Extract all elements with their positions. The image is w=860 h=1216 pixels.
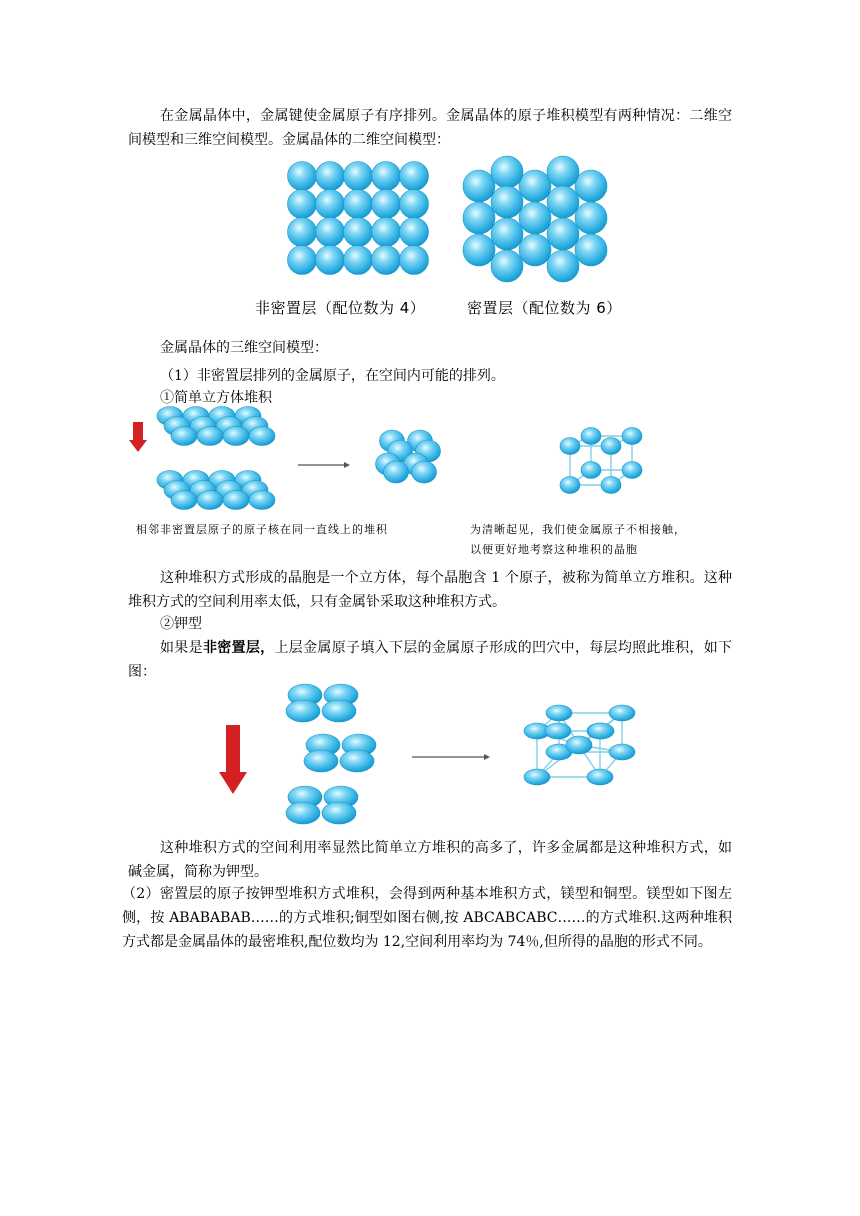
atom-sphere <box>546 705 572 721</box>
right-arrow-icon <box>412 754 490 760</box>
atom-sphere <box>249 427 275 446</box>
down-arrow-icon <box>219 725 247 794</box>
atom-sphere <box>344 190 373 219</box>
atom-sphere <box>384 461 409 483</box>
atom-sphere <box>324 684 358 706</box>
atom-sphere <box>286 700 320 722</box>
lattice-edge <box>570 436 591 446</box>
potassium-heading: ②钾型 <box>160 616 202 632</box>
atom-sphere <box>546 744 572 760</box>
atom-sphere <box>306 734 340 756</box>
down-arrow-icon <box>129 422 147 452</box>
atom-sphere <box>223 427 249 446</box>
atom-sphere <box>404 453 429 475</box>
atom-sphere <box>622 462 642 479</box>
atom-sphere <box>491 156 523 188</box>
atom-sphere <box>547 156 579 188</box>
atom-sphere <box>183 407 209 426</box>
atom-sphere <box>575 202 607 234</box>
intro-paragraph: 在金属晶体中，金属键使金属原子有序排列。金属晶体的原子堆积模型有两种情况：二维空间模型和三维空间模型。金属晶体的二维空间模型： <box>128 108 732 148</box>
atom-sphere <box>342 734 376 756</box>
body-diagonal <box>537 745 579 777</box>
atom-sphere <box>581 462 601 479</box>
atom-sphere <box>197 491 223 510</box>
atom-sphere <box>288 684 322 706</box>
atom-sphere <box>288 246 317 275</box>
atom-sphere <box>322 802 356 824</box>
atom-sphere <box>288 162 317 191</box>
body-diagonal <box>559 745 579 752</box>
caption-adjacent-layers: 相邻非密置层原子的原子核在同一直线上的堆积 <box>136 523 388 536</box>
atom-sphere <box>316 162 345 191</box>
simple-cubic-heading: ①简单立方体堆积 <box>160 390 272 406</box>
atom-sphere <box>575 170 607 202</box>
atom-sphere <box>288 190 317 219</box>
lattice-edge <box>570 470 591 485</box>
body-diagonal <box>537 731 579 745</box>
atom-sphere <box>344 162 373 191</box>
atom-sphere <box>524 723 550 739</box>
lattice-edge <box>600 713 622 731</box>
atom-sphere <box>560 438 580 455</box>
atom-sphere <box>519 170 551 202</box>
potassium-paragraph: 如果是非密置层，上层金属原子填入下层的金属原子形成的凹穴中，每层均照此堆积，如下图： <box>128 640 733 680</box>
body-diagonal <box>579 745 622 752</box>
lattice-edge <box>537 713 559 731</box>
atom-sphere <box>183 471 209 490</box>
body-diagonal <box>559 713 579 745</box>
simple-cubic-paragraph: 这种堆积方式形成的晶胞是一个立方体，每个晶胞含 1 个原子，被称为简单立方堆积。这种堆积方式的空间利用率太低，只有金属钋采取这种堆积方式。 <box>128 570 732 610</box>
atom-sphere <box>286 802 320 824</box>
lattice-edge <box>537 752 559 777</box>
atom-sphere <box>601 438 621 455</box>
atom-sphere <box>235 407 261 426</box>
lattice-edge <box>611 436 632 446</box>
atom-sphere <box>587 723 613 739</box>
atom-sphere <box>223 491 249 510</box>
lattice-edge <box>611 470 632 485</box>
atom-sphere <box>216 481 242 500</box>
atom-sphere <box>197 427 223 446</box>
atom-sphere <box>164 417 190 436</box>
atom-sphere <box>388 440 413 462</box>
atom-sphere <box>575 234 607 266</box>
atom-sphere <box>400 162 429 191</box>
atom-sphere <box>344 246 373 275</box>
atom-sphere <box>316 190 345 219</box>
atom-sphere <box>164 481 190 500</box>
atom-sphere <box>216 417 242 436</box>
atom-sphere <box>609 744 635 760</box>
atom-sphere <box>400 218 429 247</box>
atom-sphere <box>408 430 433 452</box>
atom-sphere <box>372 218 401 247</box>
atom-sphere <box>622 428 642 445</box>
atom-sphere <box>491 186 523 218</box>
atom-sphere <box>547 186 579 218</box>
atom-sphere <box>463 202 495 234</box>
atom-sphere <box>242 481 268 500</box>
atom-sphere <box>463 234 495 266</box>
atom-sphere <box>372 246 401 275</box>
atom-sphere <box>581 428 601 445</box>
caption-non-close-packed: 非密置层（配位数为 4） <box>255 299 426 317</box>
atom-sphere <box>249 491 275 510</box>
atom-sphere <box>609 705 635 721</box>
close-packed-paragraph: （2）密置层的原子按钾型堆积方式堆积，会得到两种基本堆积方式，镁型和铜型。镁型如下图左侧，按 ABABABAB……的方式堆积;铜型如图右侧,按 ABCABCABC……的方式堆积.这两种堆积方式都是金属晶体的最密堆积,配位数均为 12,空间利用率均为 74％,但所得的晶胞的形式不同。 <box>122 886 732 950</box>
potassium-conclusion-paragraph: 这种堆积方式的空间利用率显然比简单立方堆积的高多了，许多金属都是这种堆积方式，如碱金属，简称为钾型。 <box>128 840 732 880</box>
atom-sphere <box>560 477 580 494</box>
caption-clarity-line2: 以便更好地考察这种堆积的晶胞 <box>470 543 638 556</box>
atom-sphere <box>344 218 373 247</box>
atom-sphere <box>157 407 183 426</box>
atom-sphere <box>190 417 216 436</box>
atom-sphere <box>209 471 235 490</box>
atom-sphere <box>400 190 429 219</box>
atom-sphere <box>190 481 216 500</box>
atom-sphere <box>304 750 338 772</box>
lattice-edge <box>600 752 622 777</box>
atom-sphere <box>412 461 437 483</box>
atom-sphere <box>316 218 345 247</box>
atom-sphere <box>491 250 523 282</box>
three-d-heading: 金属晶体的三维空间模型： <box>160 340 328 356</box>
atom-sphere <box>519 234 551 266</box>
atom-sphere <box>340 750 374 772</box>
body-diagonal <box>579 731 600 745</box>
center-atom-sphere <box>566 736 592 754</box>
right-arrow-icon <box>298 462 350 468</box>
atom-sphere <box>519 202 551 234</box>
atom-sphere <box>601 477 621 494</box>
atom-sphere <box>242 417 268 436</box>
atom-sphere <box>322 700 356 722</box>
atom-sphere <box>376 453 401 475</box>
atom-sphere <box>547 250 579 282</box>
atom-sphere <box>588 723 614 739</box>
atom-sphere <box>288 786 322 808</box>
atom-sphere <box>157 471 183 490</box>
caption-close-packed: 密置层（配位数为 6） <box>467 299 622 317</box>
section-1-heading: （1）非密置层排列的金属原子，在空间内可能的排列。 <box>160 368 505 384</box>
atom-sphere <box>209 407 235 426</box>
body-diagonal <box>579 745 600 777</box>
atom-sphere <box>547 218 579 250</box>
atom-sphere <box>171 427 197 446</box>
caption-clarity-line1: 为清晰起见，我们使金属原子不相接触， <box>470 523 686 536</box>
atom-sphere <box>416 440 441 462</box>
atom-sphere <box>491 218 523 250</box>
atom-sphere <box>288 218 317 247</box>
atom-sphere <box>372 162 401 191</box>
atom-sphere <box>171 491 197 510</box>
atom-sphere <box>463 170 495 202</box>
atom-sphere <box>545 723 571 739</box>
atom-sphere <box>324 786 358 808</box>
body-diagonal <box>579 713 622 745</box>
atom-sphere <box>235 471 261 490</box>
atom-sphere <box>400 246 429 275</box>
atom-sphere <box>380 430 405 452</box>
atom-sphere <box>316 246 345 275</box>
atom-sphere <box>587 769 613 785</box>
atom-sphere <box>372 190 401 219</box>
atom-sphere <box>524 769 550 785</box>
